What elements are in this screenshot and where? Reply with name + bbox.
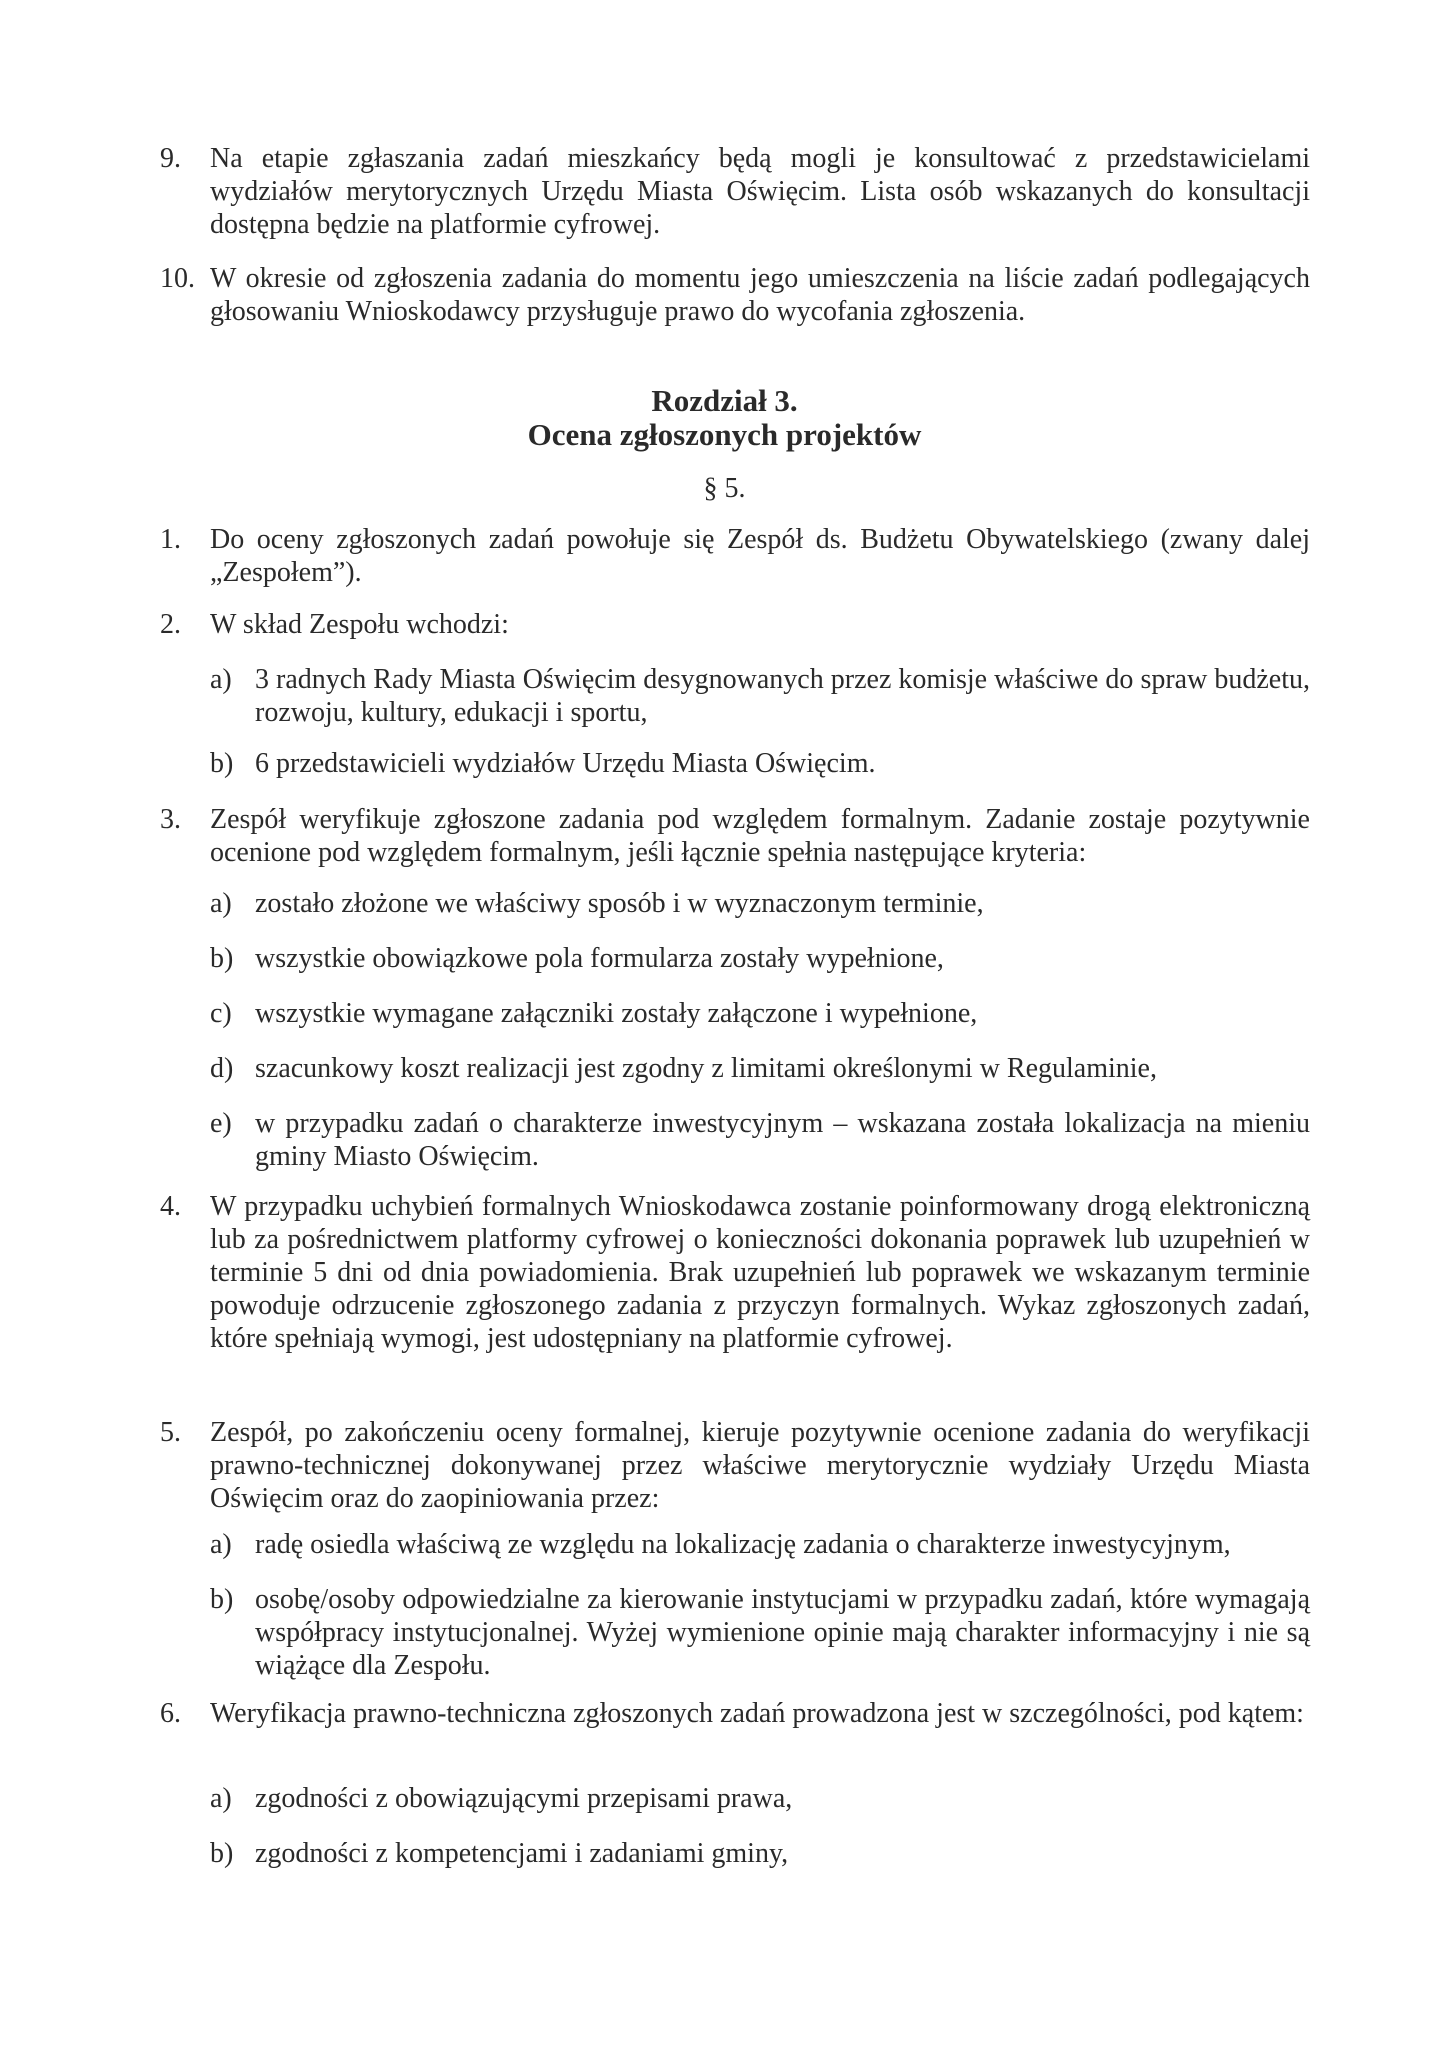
point-text: Do oceny zgłoszonych zadań powołuje się Zespół ds. Budżetu Obywatelskiego (zwany dalej „Zespołem”). (210, 524, 1310, 588)
point-6-a (210, 1782, 1310, 1815)
subpoint-letter: a) (210, 888, 232, 919)
subpoint-letter: b) (210, 943, 234, 974)
subpoint-text: radę osiedla właściwą ze względu na lokalizację zadania o charakterze inwestycyjnym, (255, 1529, 1231, 1560)
point-1 (160, 523, 1310, 589)
point-2-b (210, 747, 1310, 780)
subpoint-text: 6 przedstawicieli wydziałów Urzędu Miasta Oświęcim. (255, 748, 876, 779)
point-4 (160, 1190, 1310, 1355)
item-number: 9. (160, 143, 181, 174)
subpoint-text: zgodności z obowiązującymi przepisami prawa, (255, 1783, 793, 1814)
point-5-b (210, 1583, 1310, 1682)
point-text: W skład Zespołu wchodzi: (210, 609, 509, 640)
item-text: W okresie od zgłoszenia zadania do momentu jego umieszczenia na liście zadań podlegających głosowaniu Wnioskodawcy przysługuje prawo do wycofania zgłoszenia. (210, 263, 1310, 327)
point-text: Zespół weryfikuje zgłoszone zadania pod względem formalnym. Zadanie zostaje pozytywnie ocenione pod względem formalnym, jeśli łącznie spełnia następujące kryteria: (210, 804, 1310, 868)
item-10 (160, 262, 1310, 328)
point-3-b (210, 942, 1310, 975)
subpoint-text: zgodności z kompetencjami i zadaniami gminy, (255, 1838, 789, 1869)
point-number: 5. (160, 1417, 181, 1448)
subpoint-letter: b) (210, 1838, 234, 1869)
point-3-d (210, 1052, 1310, 1085)
subpoint-text: 3 radnych Rady Miasta Oświęcim desygnowanych przez komisje właściwe do spraw budżetu, rozwoju, kultury, edukacji i sportu, (255, 664, 1310, 728)
subpoint-text: osobę/osoby odpowiedzialne za kierowanie instytucjami w przypadku zadań, które wymagają współpracy instytucjonalnej. Wyżej wymienione opinie mają charakter informacyjny i nie są wiążące dla Zespołu. (255, 1584, 1310, 1681)
point-3-a (210, 887, 1310, 920)
point-number: 2. (160, 609, 181, 640)
subpoint-text: szacunkowy koszt realizacji jest zgodny z limitami określonymi w Regulaminie, (255, 1053, 1157, 1084)
subpoint-text: zostało złożone we właściwy sposób i w wyznaczonym terminie, (255, 888, 984, 919)
point-text: W przypadku uchybień formalnych Wnioskodawca zostanie poinformowany drogą elektroniczną lub za pośrednictwem platformy cyfrowej o konieczności dokonania poprawek lub uzupełnień w terminie 5 dni od dnia powiadomienia. Brak uzupełnień lub poprawek we wskazanym terminie powoduje odrzucenie zgłoszonego zadania z przyczyn formalnych. Wykaz zgłoszonych zadań, które spełniają wymogi, jest udostępniany na platformie cyfrowej. (210, 1191, 1310, 1354)
subpoint-letter: a) (210, 664, 232, 695)
subpoint-letter: b) (210, 748, 234, 779)
point-3-c (210, 997, 1310, 1030)
subpoint-letter: a) (210, 1783, 232, 1814)
paragraph-sign: § 5. (703, 473, 746, 504)
subpoint-letter: a) (210, 1529, 232, 1560)
point-number: 6. (160, 1698, 181, 1729)
point-5-a (210, 1528, 1310, 1561)
point-2-a (210, 663, 1310, 729)
chapter-subtitle: Ocena zgłoszonych projektów (527, 417, 922, 452)
subpoint-text: wszystkie obowiązkowe pola formularza zostały wypełnione, (255, 943, 944, 974)
chapter-title: Rozdział 3. (651, 383, 798, 418)
subpoint-text: w przypadku zadań o charakterze inwestycyjnym – wskazana została lokalizacja na mieniu gminy Miasto Oświęcim. (255, 1108, 1310, 1172)
subpoint-letter: e) (210, 1108, 232, 1139)
point-3-e (210, 1107, 1310, 1173)
subpoint-letter: b) (210, 1584, 234, 1615)
item-9 (160, 142, 1310, 241)
point-text: Weryfikacja prawno-techniczna zgłoszonych zadań prowadzona jest w szczególności, pod kątem: (210, 1698, 1304, 1729)
point-6 (160, 1697, 1310, 1730)
item-text: Na etapie zgłaszania zadań mieszkańcy będą mogli je konsultować z przedstawicielami wydziałów merytorycznych Urzędu Miasta Oświęcim. Lista osób wskazanych do konsultacji dostępna będzie na platformie cyfrowej. (210, 143, 1310, 240)
item-number: 10. (160, 263, 195, 294)
point-3 (160, 803, 1310, 869)
subpoint-text: wszystkie wymagane załączniki zostały załączone i wypełnione, (255, 998, 978, 1029)
point-2 (160, 608, 1310, 641)
point-number: 4. (160, 1191, 181, 1222)
point-5 (160, 1416, 1310, 1515)
point-number: 3. (160, 804, 181, 835)
point-text: Zespół, po zakończeniu oceny formalnej, kieruje pozytywnie ocenione zadania do weryfikacji prawno-technicznej dokonywanej przez właściwe merytorycznie wydziały Urzędu Miasta Oświęcim oraz do zaopiniowania przez: (210, 1417, 1310, 1514)
point-number: 1. (160, 524, 181, 555)
subpoint-letter: d) (210, 1053, 234, 1084)
subpoint-letter: c) (210, 998, 232, 1029)
point-6-b (210, 1837, 1310, 1870)
